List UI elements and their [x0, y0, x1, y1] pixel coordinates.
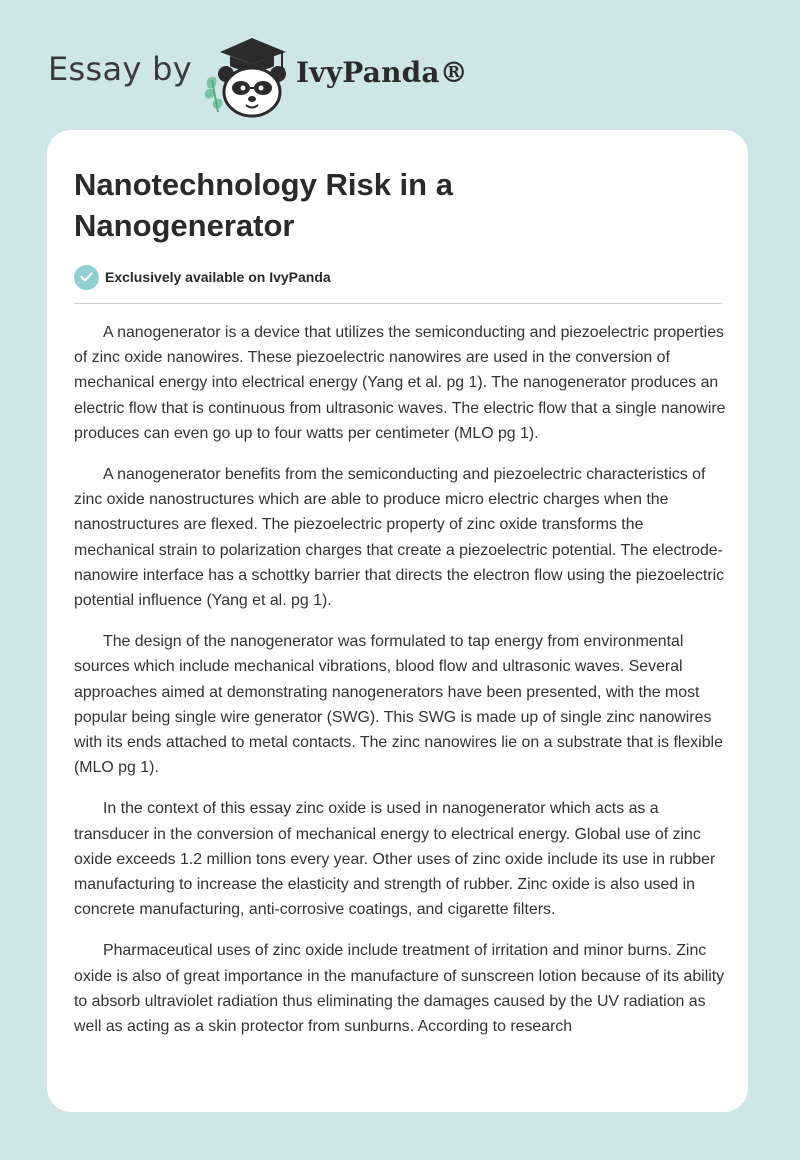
- paragraph: In the context of this essay zinc oxide is used in nanogenerator which acts as a transducer in the conversion of mechanical energy to electrical energy. Global use of zinc oxide exceeds 1.2 million tons every year. Other uses of zinc oxide include its use in rubber manufacturing to increase the elasticity and strength of rubber. Zinc oxide is also used in concrete manufacturing, anti-corrosive coatings, and cigarette filters.: [74, 800, 716, 919]
- paragraph: Pharmaceutical uses of zinc oxide include treatment of irritation and minor burns. Zinc oxide is also of great importance in the manufacture of sunscreen lotion because of its ability to absorb ultraviolet radiation thus eliminating the damages caused by the UV radiation as well as acting as a skin protector from sunburns. According to research: [74, 942, 725, 1036]
- divider: [74, 303, 722, 304]
- paragraph: The design of the nanogenerator was formulated to tap energy from environmental sources which include mechanical vibrations, blood flow and ultrasonic waves. Several approaches aimed at demonstrating nanogenerators have been presented, with the most popular being single wire generator (SWG). This SWG is made up of single zinc nanowires with its ends attached to metal contacts. The zinc nanowires lie on a substrate that is flexible (MLO pg 1).: [74, 633, 723, 777]
- essay-title: Nanotechnology Risk in a Nanogenerator: [74, 167, 453, 243]
- paragraph: A nanogenerator benefits from the semiconducting and piezoelectric characteristics of zinc oxide nanostructures which are able to produce micro electric charges when the nanostructures are flexed. The piezoelectric property of zinc oxide transforms the mechanical strain to polarization charges that create a piezoelectric potential. The electrode-nanowire interface has a schottky barrier that directs the electron flow using the piezoelectric potential influence (Yang et al. pg 1).: [74, 466, 725, 610]
- site-header: [48, 28, 508, 118]
- essay-by-label: Essay by: [48, 50, 192, 88]
- panda-logo-icon[interactable]: [200, 34, 292, 120]
- leaf-icon: [205, 77, 223, 112]
- essay-body: [74, 320, 726, 1060]
- check-icon: [74, 265, 99, 290]
- exclusive-badge: [74, 264, 331, 290]
- badge-label: Exclusively available on IvyPanda: [105, 269, 331, 285]
- brand-name[interactable]: IvyPanda®: [296, 56, 468, 89]
- essay-card: [47, 130, 748, 1112]
- paragraph: A nanogenerator is a device that utilizes the semiconducting and piezoelectric properties of zinc oxide nanowires. These piezoelectric nanowires are used in the conversion of mechanical energy into electrical energy (Yang et al. pg 1). The nanogenerator produces an electric flow that is continuous from ultrasonic waves. The electric flow that a single nanowire produces can even go up to four watts per centimeter (MLO pg 1).: [74, 324, 726, 442]
